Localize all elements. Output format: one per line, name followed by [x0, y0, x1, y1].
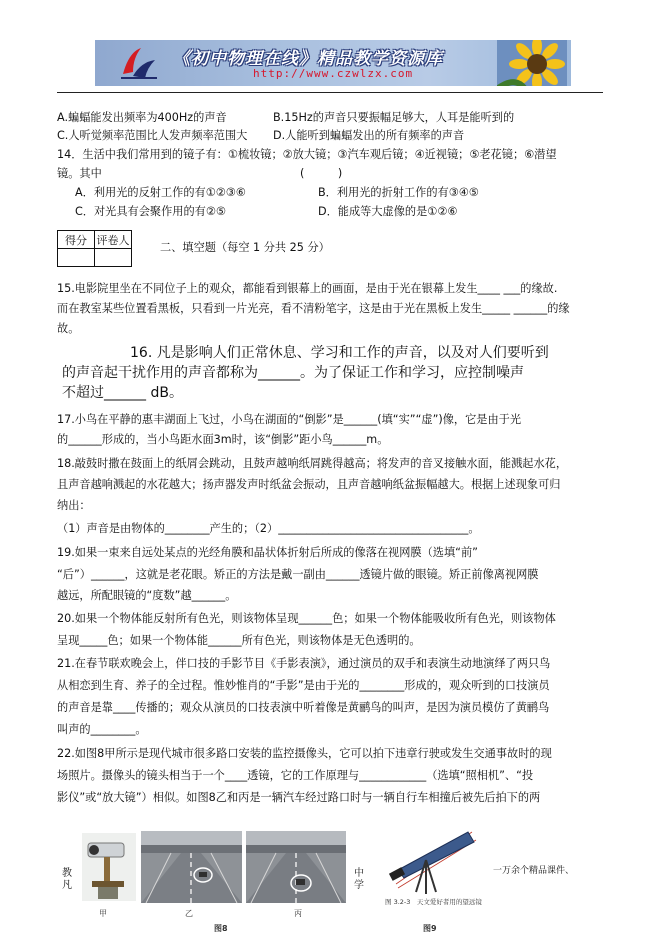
q14-answer-paren: ( )	[300, 167, 343, 180]
telescope-illustration	[376, 826, 484, 896]
banner-title: 《初中物理在线》精品教学资源库	[173, 49, 443, 69]
q22-line-1: 22.如图8甲所示是现代城市很多路口安装的监控摄像头，它可以拍下违章行驶或发生交通事故时的现	[57, 747, 552, 760]
q16-line-3: 不超过______ dB。	[62, 385, 183, 401]
score-table	[57, 230, 132, 267]
q16-line-1: 16. 凡是影响人们正常休息、学习和工作的声音，以及对人们要听到	[130, 345, 549, 361]
q22-line-2: 场照片。摄像头的镜头相当于一个____透镜，它的工作原理与____________（选填“照相机”、“投	[57, 769, 534, 782]
banner-url: http://www.czwlzx.com	[253, 67, 414, 80]
q13-row-2	[57, 129, 607, 143]
q14-option-c: C．对光具有会聚作用的有②⑤	[75, 205, 226, 218]
q19-line-2: “后”）______，这就是老花眼。矫正的方法是戴一副由______透镜片做的眼镜。矫正前像离视网膜	[57, 568, 539, 581]
q20-line-1: 20.如果一个物体能反射所有色光，则该物体呈现______色；如果一个物体能吸收所有色光，则该物体	[57, 612, 556, 625]
q14-row-ab	[75, 186, 625, 200]
camera-photo	[82, 833, 136, 901]
site-logo-icon	[119, 44, 159, 82]
q14-stem: 14．生活中我们常用到的镜子有：①梳妆镜；②放大镜；③汽车观后镜；④近视镜；⑤老花镜；⑥潜望	[57, 148, 557, 161]
q13-option-d: D.人能听到蝙蝠发出的所有频率的声音	[273, 129, 465, 142]
q15-line-2: 而在教室某些位置看黑板，只看到一片光亮，看不清粉笔字，这是由于光在黑板上发生_____ ______的缘	[57, 302, 570, 315]
q18-line-3: 纳出：	[57, 499, 91, 512]
q14-option-b: B．利用光的折射工作的有③④⑤	[318, 186, 479, 199]
fig-bing-label: 丙	[294, 909, 302, 918]
fig-yi-label: 乙	[185, 909, 193, 918]
q19-line-1: 19.如果一束来自远处某点的光经角膜和晶状体折射后所成的像落在视网膜（选填“前”	[57, 546, 478, 559]
grader-label: 评卷人	[95, 231, 132, 249]
q15-line-3: 故。	[57, 322, 80, 335]
q13-option-b: B.15Hz的声音只要振幅足够大，人耳是能听到的	[273, 111, 515, 124]
footer-text-mid-2: 学	[354, 880, 364, 891]
score-cell[interactable]	[58, 249, 95, 267]
footer-text-mid-1: 中	[354, 868, 364, 879]
road-photo-yi	[141, 831, 242, 903]
footer-text-right: 一万余个精品课件、	[493, 866, 575, 876]
q21-line-2: 从相恋到生育、养子的全过程。惟妙惟肖的“手影”是由于光的________形成的，观众听到的口技演员	[57, 679, 550, 692]
q18-line-2: 且声音越响溅起的水花越大；扬声器发声时纸盆会振动，且声音越响纸盆振幅越大。根据上述现象可归	[57, 478, 561, 491]
q15-line-1: 15.电影院里坐在不同位子上的观众，都能看到银幕上的画面，是由于光在银幕上发生____ ___的缘故.	[57, 282, 558, 295]
telescope-caption: 图 3.2-3 天文爱好者用的望远镜	[385, 898, 482, 906]
q18-line-4: （1）声音是由物体的________产生的；（2）__________________________________。	[57, 522, 480, 535]
sunflower-icon	[497, 40, 567, 86]
q19-line-3: 越远，所配眼镜的“度数”越______。	[57, 589, 237, 602]
q17-line-2: 的______形成的，当小鸟距水面3m时，该“倒影”距小鸟______m。	[57, 433, 389, 446]
q14-stem-2-text: 镜。其中	[57, 167, 102, 180]
section-title: 二、填空题（每空 1 分共 25 分）	[160, 241, 330, 254]
q22-line-3: 影仪”或“放大镜”）相似。如图8乙和丙是一辆汽车经过路口时与一辆自行车相撞后被先后拍下的两	[57, 791, 541, 804]
grader-cell[interactable]	[95, 249, 132, 267]
q14-row-cd	[75, 205, 625, 219]
fig8-caption: 图8	[214, 924, 228, 933]
q14-option-a: A．利用光的反射工作的有①②③⑥	[75, 186, 246, 199]
q14-stem-2	[57, 167, 607, 181]
q16-line-2: 的声音起干扰作用的声音都称为______。为了保证工作和学习，应控制噪声	[62, 365, 524, 381]
q20-line-2: 呈现_____色；如果一个物体能______所有色光，则该物体是无色透明的。	[57, 634, 421, 647]
q14-option-d: D．能成等大虚像的是①②⑥	[318, 205, 458, 218]
q13-row-1	[57, 111, 607, 125]
q13-option-c: C.人听觉频率范围比人发声频率范围大	[57, 129, 248, 142]
q21-line-1: 21.在春节联欢晚会上，伴口技的手影节目《手影表演》，通过演员的双手和表演生动地演绎了两只鸟	[57, 657, 551, 670]
q21-line-4: 叫声的________。	[57, 723, 147, 736]
road-photo-bing	[246, 831, 346, 903]
footer-text-left-2: 凡	[62, 880, 72, 891]
score-label: 得分	[58, 231, 95, 249]
footer-text-left-1: 教	[62, 868, 72, 879]
q21-line-3: 的声音是靠____传播的；观众从演员的口技表演中听着像是黄鹂鸟的叫声，是因为演员模仿了黄鹂鸟	[57, 701, 550, 714]
header-banner	[95, 40, 571, 86]
fig-jia-label: 甲	[99, 909, 107, 918]
header-rule	[57, 92, 603, 93]
fig9-caption: 图9	[423, 924, 437, 933]
q17-line-1: 17.小鸟在平静的惠丰湖面上飞过，小鸟在湖面的“倒影”是______(填“实”“虚”)像，它是由于光	[57, 413, 522, 426]
q13-option-a: A.蝙蝠能发出频率为400Hz的声音	[57, 111, 227, 124]
q18-line-1: 18.敲鼓时撒在鼓面上的纸屑会跳动，且鼓声越响纸屑跳得越高；将发声的音叉接触水面，能溅起水花，	[57, 457, 568, 470]
